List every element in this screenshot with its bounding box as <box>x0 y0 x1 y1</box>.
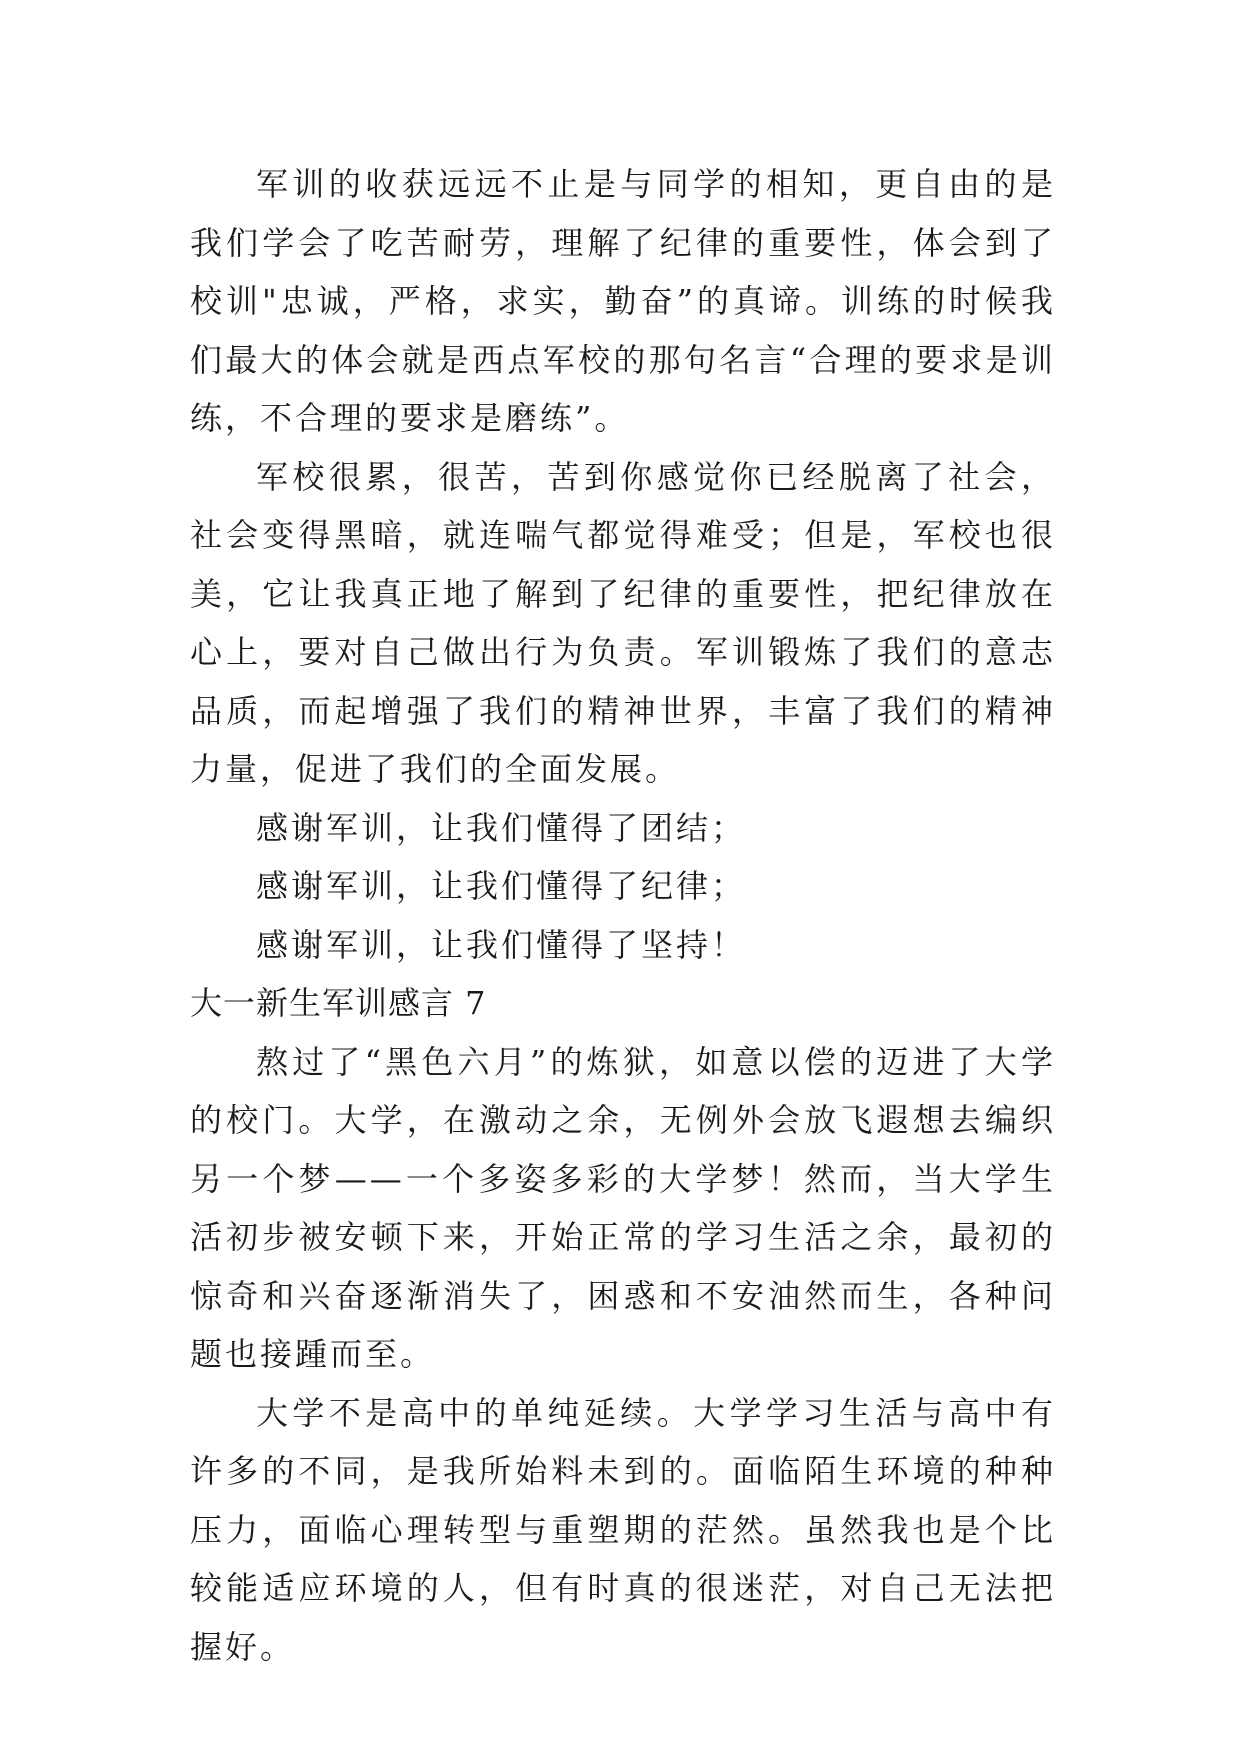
paragraph: 感谢军训，让我们懂得了团结； <box>256 808 747 847</box>
paragraph: 感谢军训，让我们懂得了纪律； <box>256 867 747 905</box>
paragraph: 熬过了“黑色六月”的炼狱，如意以偿的迈进了大学的校门。大学，在激动之余，无例外会放飞遐想去编织另一个梦——一个多姿多彩的大学梦！然而，当大学生活初步被安顿下来，开始正常的学习生活之余，最初的惊奇和兴奋逐渐消失了，困惑和不安油然而生，各种问题也接踵而至。 <box>190 1042 1056 1373</box>
section-heading: 大一新生军训感言 7 <box>190 984 487 1022</box>
paragraph: 感谢军训，让我们懂得了坚持！ <box>256 925 747 964</box>
paragraph: 军校很累，很苦，苦到你感觉你已经脱离了社会，社会变得黑暗，就连喘气都觉得难受；但是，军校也很美，它让我真正地了解到了纪律的重要性，把纪律放在心上，要对自己做出行为负责。军训锻炼了我们的意志品质，而起增强了我们的精神世界，丰富了我们的精神力量，促进了我们的全面发展。 <box>190 457 1056 788</box>
paragraph: 军训的收获远远不止是与同学的相知，更自由的是我们学会了吃苦耐劳，理解了纪律的重要性，体会到了校训"忠诚，严格，求实，勤奋”的真谛。训练的时候我们最大的体会就是西点军校的那句名言“合理的要求是训练，不合理的要求是磨练”。 <box>190 165 1056 437</box>
document-body <box>190 155 1056 1676</box>
paragraph: 大学不是高中的单纯延续。大学学习生活与高中有许多的不同，是我所始料未到的。面临陌生环境的种种压力，面临心理转型与重塑期的茫然。虽然我也是个比较能适应环境的人，但有时真的很迷茫，对自己无法把握好。 <box>190 1393 1056 1666</box>
